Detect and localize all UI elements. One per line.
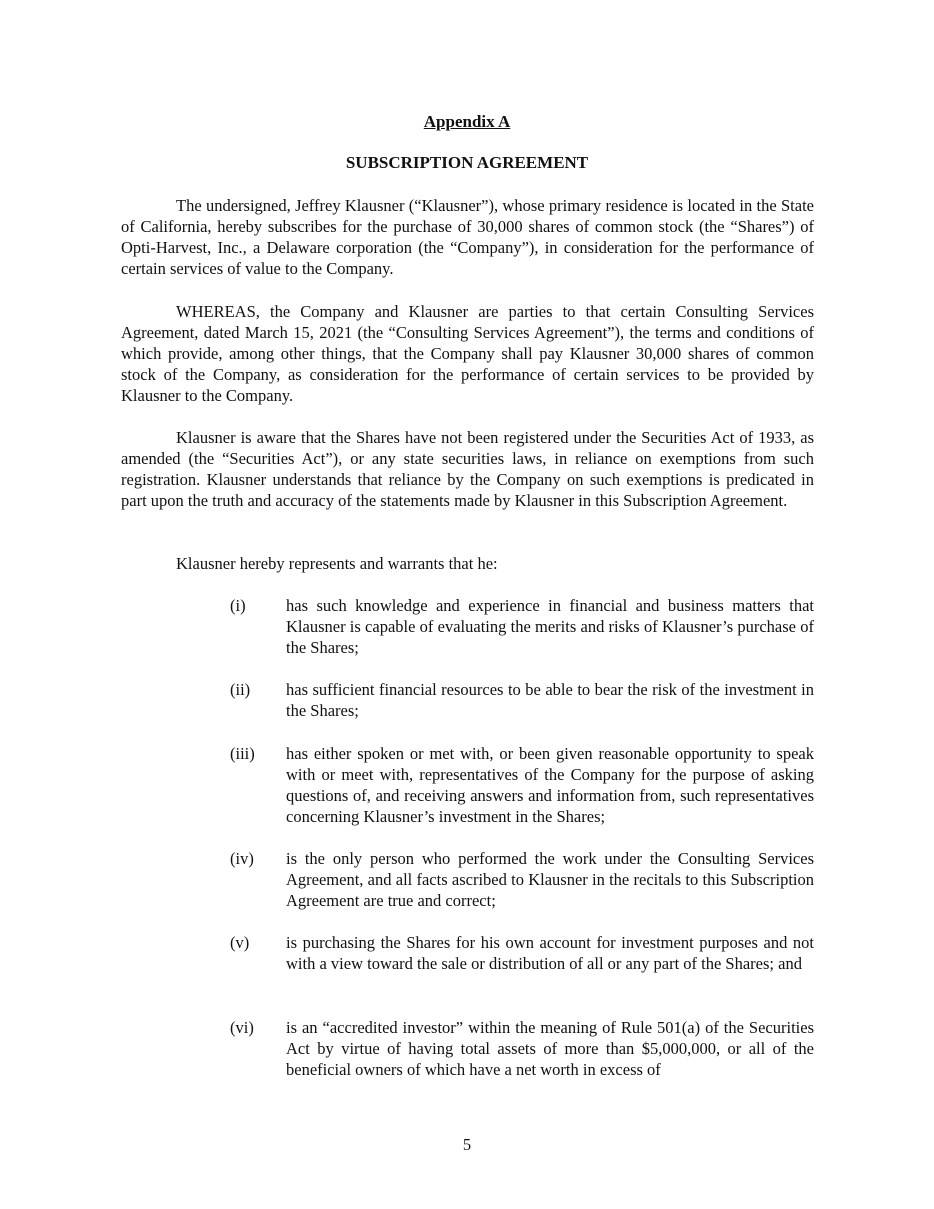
- whereas-paragraph: WHEREAS, the Company and Klausner are parties to that certain Consulting Services Agreement, dated March 15, 2021 (the “Consulting Services Agreement”), the terms and conditions of which provide, among other things, that the Company shall pay Klausner 30,000 shares of common stock of the Company, as consideration for the performance of certain services to be provided by Klausner to the Company.: [121, 302, 814, 405]
- list-item-text: is the only person who performed the work under the Consulting Services Agreement, and all facts ascribed to Klausner in the recitals to this Subscription Agreement are true and correct;: [286, 849, 814, 910]
- registration-paragraph: Klausner is aware that the Shares have not been registered under the Securities Act of 1933, as amended (the “Securities Act”), or any state securities laws, in reliance on exemptions from such registration. Klausner understands that reliance by the Company on such exemptions is predicated in part upon the truth and accuracy of the statements made by Klausner in this Subscription Agreement.: [121, 428, 814, 510]
- list-item-number: (v): [230, 933, 250, 952]
- list-item-text: has such knowledge and experience in financial and business matters that Klausner is capable of evaluating the merits and risks of Klausner’s purchase of the Shares;: [286, 596, 814, 657]
- intro-paragraph: The undersigned, Jeffrey Klausner (“Klausner”), whose primary residence is located in the State of California, hereby subscribes for the purchase of 30,000 shares of common stock (the “Shares”) of Opti-Harvest, Inc., a Delaware corporation (the “Company”), in consideration for the performance of certain services of value to the Company.: [121, 196, 814, 278]
- list-item-number: (vi): [230, 1018, 254, 1037]
- list-item-text: has sufficient financial resources to be able to bear the risk of the investment in the Shares;: [286, 680, 814, 720]
- list-item-text: has either spoken or met with, or been given reasonable opportunity to speak with or meet with, representatives of the Company for the purpose of asking questions of, and receiving answers and information from, such representatives concerning Klausner’s investment in the Shares;: [286, 744, 814, 826]
- list-item-text: is purchasing the Shares for his own account for investment purposes and not with a view toward the sale or distribution of all or any part of the Shares; and: [286, 933, 814, 973]
- list-item-number: (iii): [230, 744, 255, 763]
- list-item: [230, 848, 814, 911]
- list-item-number: (i): [230, 596, 246, 615]
- agreement-title: SUBSCRIPTION AGREEMENT: [345, 153, 589, 172]
- list-item-text: is an “accredited investor” within the meaning of Rule 501(a) of the Securities Act by virtue of having total assets of more than $5,000,000, or all of the beneficial owners of which have a net worth in excess of: [286, 1018, 814, 1079]
- list-item: [230, 743, 814, 827]
- page-number: 5: [462, 1135, 472, 1154]
- appendix-title: Appendix A: [423, 112, 511, 131]
- list-item: [230, 932, 814, 974]
- list-item: [230, 1017, 814, 1080]
- list-item-number: (ii): [230, 680, 251, 699]
- list-item: [230, 679, 814, 721]
- representations-intro: Klausner hereby represents and warrants that he:: [176, 554, 498, 573]
- list-item: [230, 595, 814, 658]
- list-item-number: (iv): [230, 849, 254, 868]
